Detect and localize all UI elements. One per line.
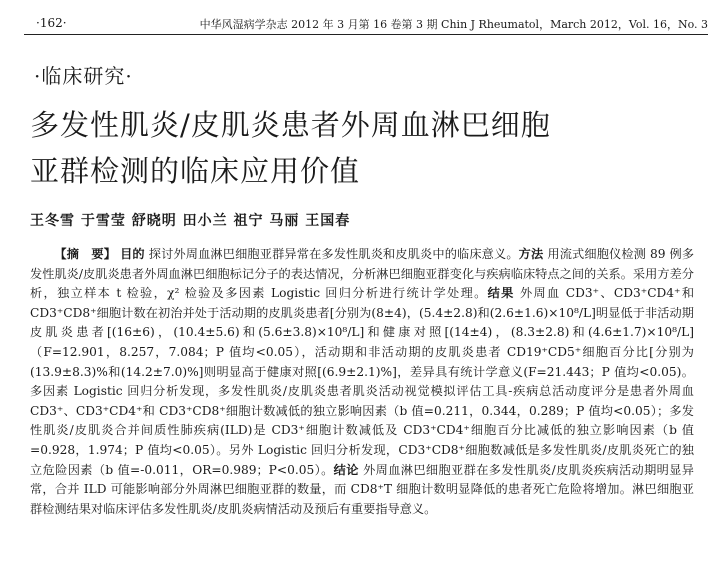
section-label: ·临床研究·: [34, 64, 133, 88]
results-label: 结果: [487, 286, 515, 301]
objective-text: 探讨外周血淋巴细胞亚群异常在多发性肌炎和皮肌炎中的临床意义。: [148, 247, 519, 261]
title-line-1: 多发性肌炎/皮肌炎患者外周血淋巴细胞: [30, 108, 551, 142]
methods-label: 方法: [518, 247, 544, 261]
abstract: [30, 245, 694, 519]
abstract-label: 【摘 要】: [54, 247, 117, 261]
page-number: ·162·: [36, 16, 67, 30]
title-line-2: 亚群检测的临床应用价值: [30, 154, 361, 188]
conclusion-label: 结论: [333, 462, 359, 477]
running-header: [24, 10, 708, 35]
conclusion-text: 外周血淋巴细胞亚群在多发性肌炎/皮肌炎疾病活动期明显异常，合并 ILD 可能影响部分外周淋巴细胞亚群的数量，而 CD8⁺T 细胞计数明显降低的患者死亡危险将增加。淋巴细胞亚群检测结果对临床评估多发性肌炎/皮肌炎病情活动及预后有重要指导意义。: [30, 462, 694, 516]
objective-label: 目的: [120, 247, 145, 261]
author-list: 王冬雪 于雪莹 舒晓明 田小兰 祖宁 马丽 王国春: [30, 213, 351, 229]
article-title: [30, 102, 690, 194]
results-text: 外周血 CD3⁺、CD3⁺CD4⁺和 CD3⁺CD8⁺细胞计数在初治并处于活动期的皮肌炎患者[分别为(8±4)，(5.4±2.8)和(2.6±1.6)×10⁸/L]明显低于非活动期皮肌炎患者[(16±6)，(10.4±5.6)和(5.6±3.8)×10⁸/L]和健康对照[(14±4)，(8.3±2.8)和(4.6±1.7)×10⁸/L]（F=12.901，8.257，7.084；P 值均<0.05），活动期和非活动期的皮肌炎患者 CD19⁺CD5⁺细胞百分比[分别为(13.9±8.3)%和(14.2±7.0)%]则明显高于健康对照[(6.9±2.1)%]，差异具有统计学意义(F=21.443；P 值均<0.05)。多因素 Logistic 回归分析发现，多发性肌炎/皮肌炎患者肌炎活动视觉模拟评估工具-疾病总活动度评分是患者外周血 CD3⁺、CD3⁺CD4⁺和 CD3⁺CD8⁺细胞计数减低的独立影响因素（b 值=0.211，0.344，0.289；P 值均<0.05）；多发性肌炎/皮肌炎合并间质性肺疾病(ILD)是 CD3⁺细胞计数减低及 CD3⁺CD4⁺细胞百分比减低的独立影响因素（b 值=0.928，1.974；P 值均<0.05）。另外 Logistic 回归分析发现，CD3⁺CD8⁺细胞数减低是多发性肌炎/皮肌炎死亡的独立危险因素（b 值=-0.011，OR=0.989；P<0.05）。: [30, 286, 695, 477]
methods-text: 用流式细胞仪检测 89 例多发性肌炎/皮肌炎患者外周血淋巴细胞标记分子的表达情况，分析淋巴细胞亚群变化与疾病临床特点之间的关系。采用方差分析，独立样本 t 检验，χ² 检验及多因素 Logistic 回归分析进行统计学处理。: [30, 247, 695, 301]
journal-citation: 中华风湿病学杂志 2012 年 3 月第 16 卷第 3 期 Chin J Rheumatol，March 2012，Vol. 16，No. 3: [199, 18, 708, 31]
